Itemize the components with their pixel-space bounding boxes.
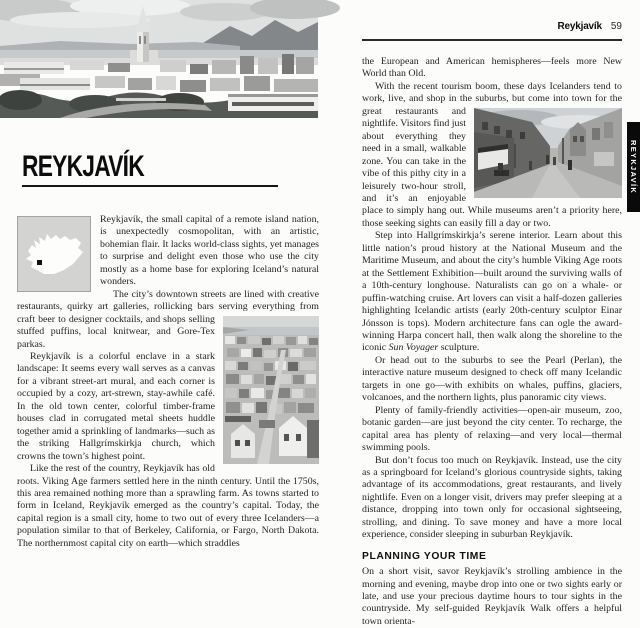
paragraph-tourism-boom (362, 81, 622, 230)
paragraph-sights-text-a: Step into Hallgrímskirkja’s serene interior. Learn about this little nation’s proud history at the National Museum and the Maritime Museum, and about the city’s humble Viking Age roots at the Settlement Exhibition—built around the surviving walls of a 10th-century longhouse. Naturalists can go on a whale- or puffin-watching cruise. Art lovers can visit a half-dozen galleries highlighting Icelandic artists (early 20th-century sculptor Einar Jónsson is tops). Modern architecture fans can ogle the award-winning Harpa concert hall, then walk along the shoreline to the iconic (362, 230, 622, 354)
chapter-tab: REYKJAVÍK (627, 122, 640, 212)
iceland-map-image (18, 217, 90, 291)
sun-voyager-italic: Sun Voyager (388, 342, 439, 354)
left-page-body (17, 214, 319, 550)
rooftops-image (223, 316, 319, 464)
left-page (0, 0, 330, 568)
paragraph-springboard: But don’t focus too much on Reykjavík. Instead, use the city as a springboard for Iceland’s glorious countryside sights, taking advantage of its accommodations, great restaurants, and lively nightlife. Even on a longer visit, drivers may prefer sleeping at a distance, dropping into town only for occasional sightseeing, strolling, and dining. To save money and have a more local experience, consider sleeping in suburban Reykjavík. (362, 454, 622, 541)
paragraph-perlan: Or head out to the suburbs to see the Pearl (Perlan), the interactive nature museum designed to check off many Icelandic targets in one go—with exhibits on whales, puffins, glaciers, volcanoes, and the northern lights, plus panoramic city views. (362, 354, 622, 404)
paragraph-colorful-enclave: Reykjavík is a colorful enclave in a stark landscape: It seems every wall serves as a canvas for a vibrant street-art mural, and each corner is occupied by a cozy, art-strewn, stay-awhile café. In the old town center, colorful timber-frame houses clad in corrugated metal sheets huddle together amid a sprinkling of landmarks—such as the striking Hallgrímskirkja church, which crowns the town’s highest point. (17, 350, 215, 462)
chapter-title: REYKJAVÍK (22, 150, 144, 183)
paragraph-family-activities: Plenty of family-friendly activities—open-air museum, zoo, botanic garden—are just beyond the city center. To recharge, the capital area has plenty of relaxing—and very local—thermal swimming pools. (362, 404, 622, 454)
reykjavik-location-dot (37, 260, 42, 265)
iceland-locator-map (17, 216, 91, 292)
paragraph-old-roots: Like the rest of the country, Reykjavík has old roots. Viking Age farmers settled here in the ninth century. Until the 1750s, this area remained nothing more than a sprawling farm. As towns started to form in Iceland, Reykjavík emerged as the country’s capital. Today, the capital region is a small city, home to two out of every three Icelanders—a population similar to that of Berkeley, California, or Fargo, North Dakota. The northernmost capital city on earth—which straddles (17, 463, 319, 549)
header-rule (362, 39, 622, 41)
paragraph-downtown (17, 289, 319, 351)
paragraph-downtown-text-b: everything from craft beer to designer cocktails, and shops selling stuffed puffins, local knitwear, and Gore-Tex parkas. (17, 301, 319, 350)
shopping-street-photo (474, 108, 622, 198)
paragraph-sights-text-b: sculpture. (438, 342, 480, 354)
title-rule (22, 185, 278, 187)
running-header-title: Reykjavík (557, 21, 602, 32)
city-panorama-image (0, 0, 318, 118)
rooftops-photo (223, 316, 319, 464)
page-number: 59 (610, 21, 622, 32)
paragraph-downtown-text-a: The city’s downtown streets are lined with creative restaurants, quirky art galleries, rollicking bars serving (17, 288, 319, 313)
section-heading-planning: PLANNING YOUR TIME (362, 550, 487, 562)
running-header (558, 21, 622, 32)
right-page-body (362, 56, 622, 628)
paragraph-planning: On a short visit, savor Reykjavík’s strolling ambience in the morning and evening, maybe drop into one or two sights early or late, and use your precious daytime hours to tour sights in the countryside. My self-guided Reykjavík Walk offers a helpful town orienta- (362, 566, 622, 627)
paragraph-tourism-text-a: With the recent tourism boom, these days Icelanders tend to work, live, and shop in the suburbs, but come into town for the (362, 80, 622, 105)
right-page (362, 0, 622, 627)
paragraph-tourism-text-b: great restaurants and nightlife. Visitors find just about everything they need in a small, walkable zone. You can take in the vibe of this pithy city in a leisurely two-hour stroll, and it’s an enjoyable place to simply hang out. While museums aren’t a priority here, those seeking sights can easily fill a day or two. (362, 105, 622, 229)
paragraph-intro (17, 214, 319, 289)
paragraph-hemispheres: the European and American hemispheres—feels more New World than Old. (362, 56, 622, 80)
paragraph-sights (362, 230, 622, 355)
paragraph-intro-text: Reykjavík, the small capital of a remote island nation, is unexpectedly cosmopolitan, with an artistic, bohemian flair. It lacks world-class sights, yet manages to surprise and delight even those who use the city mostly as a home base for exploring Iceland’s natural wonders. (100, 214, 319, 288)
shopping-street-image (474, 108, 622, 198)
city-panorama-photo (0, 0, 318, 118)
